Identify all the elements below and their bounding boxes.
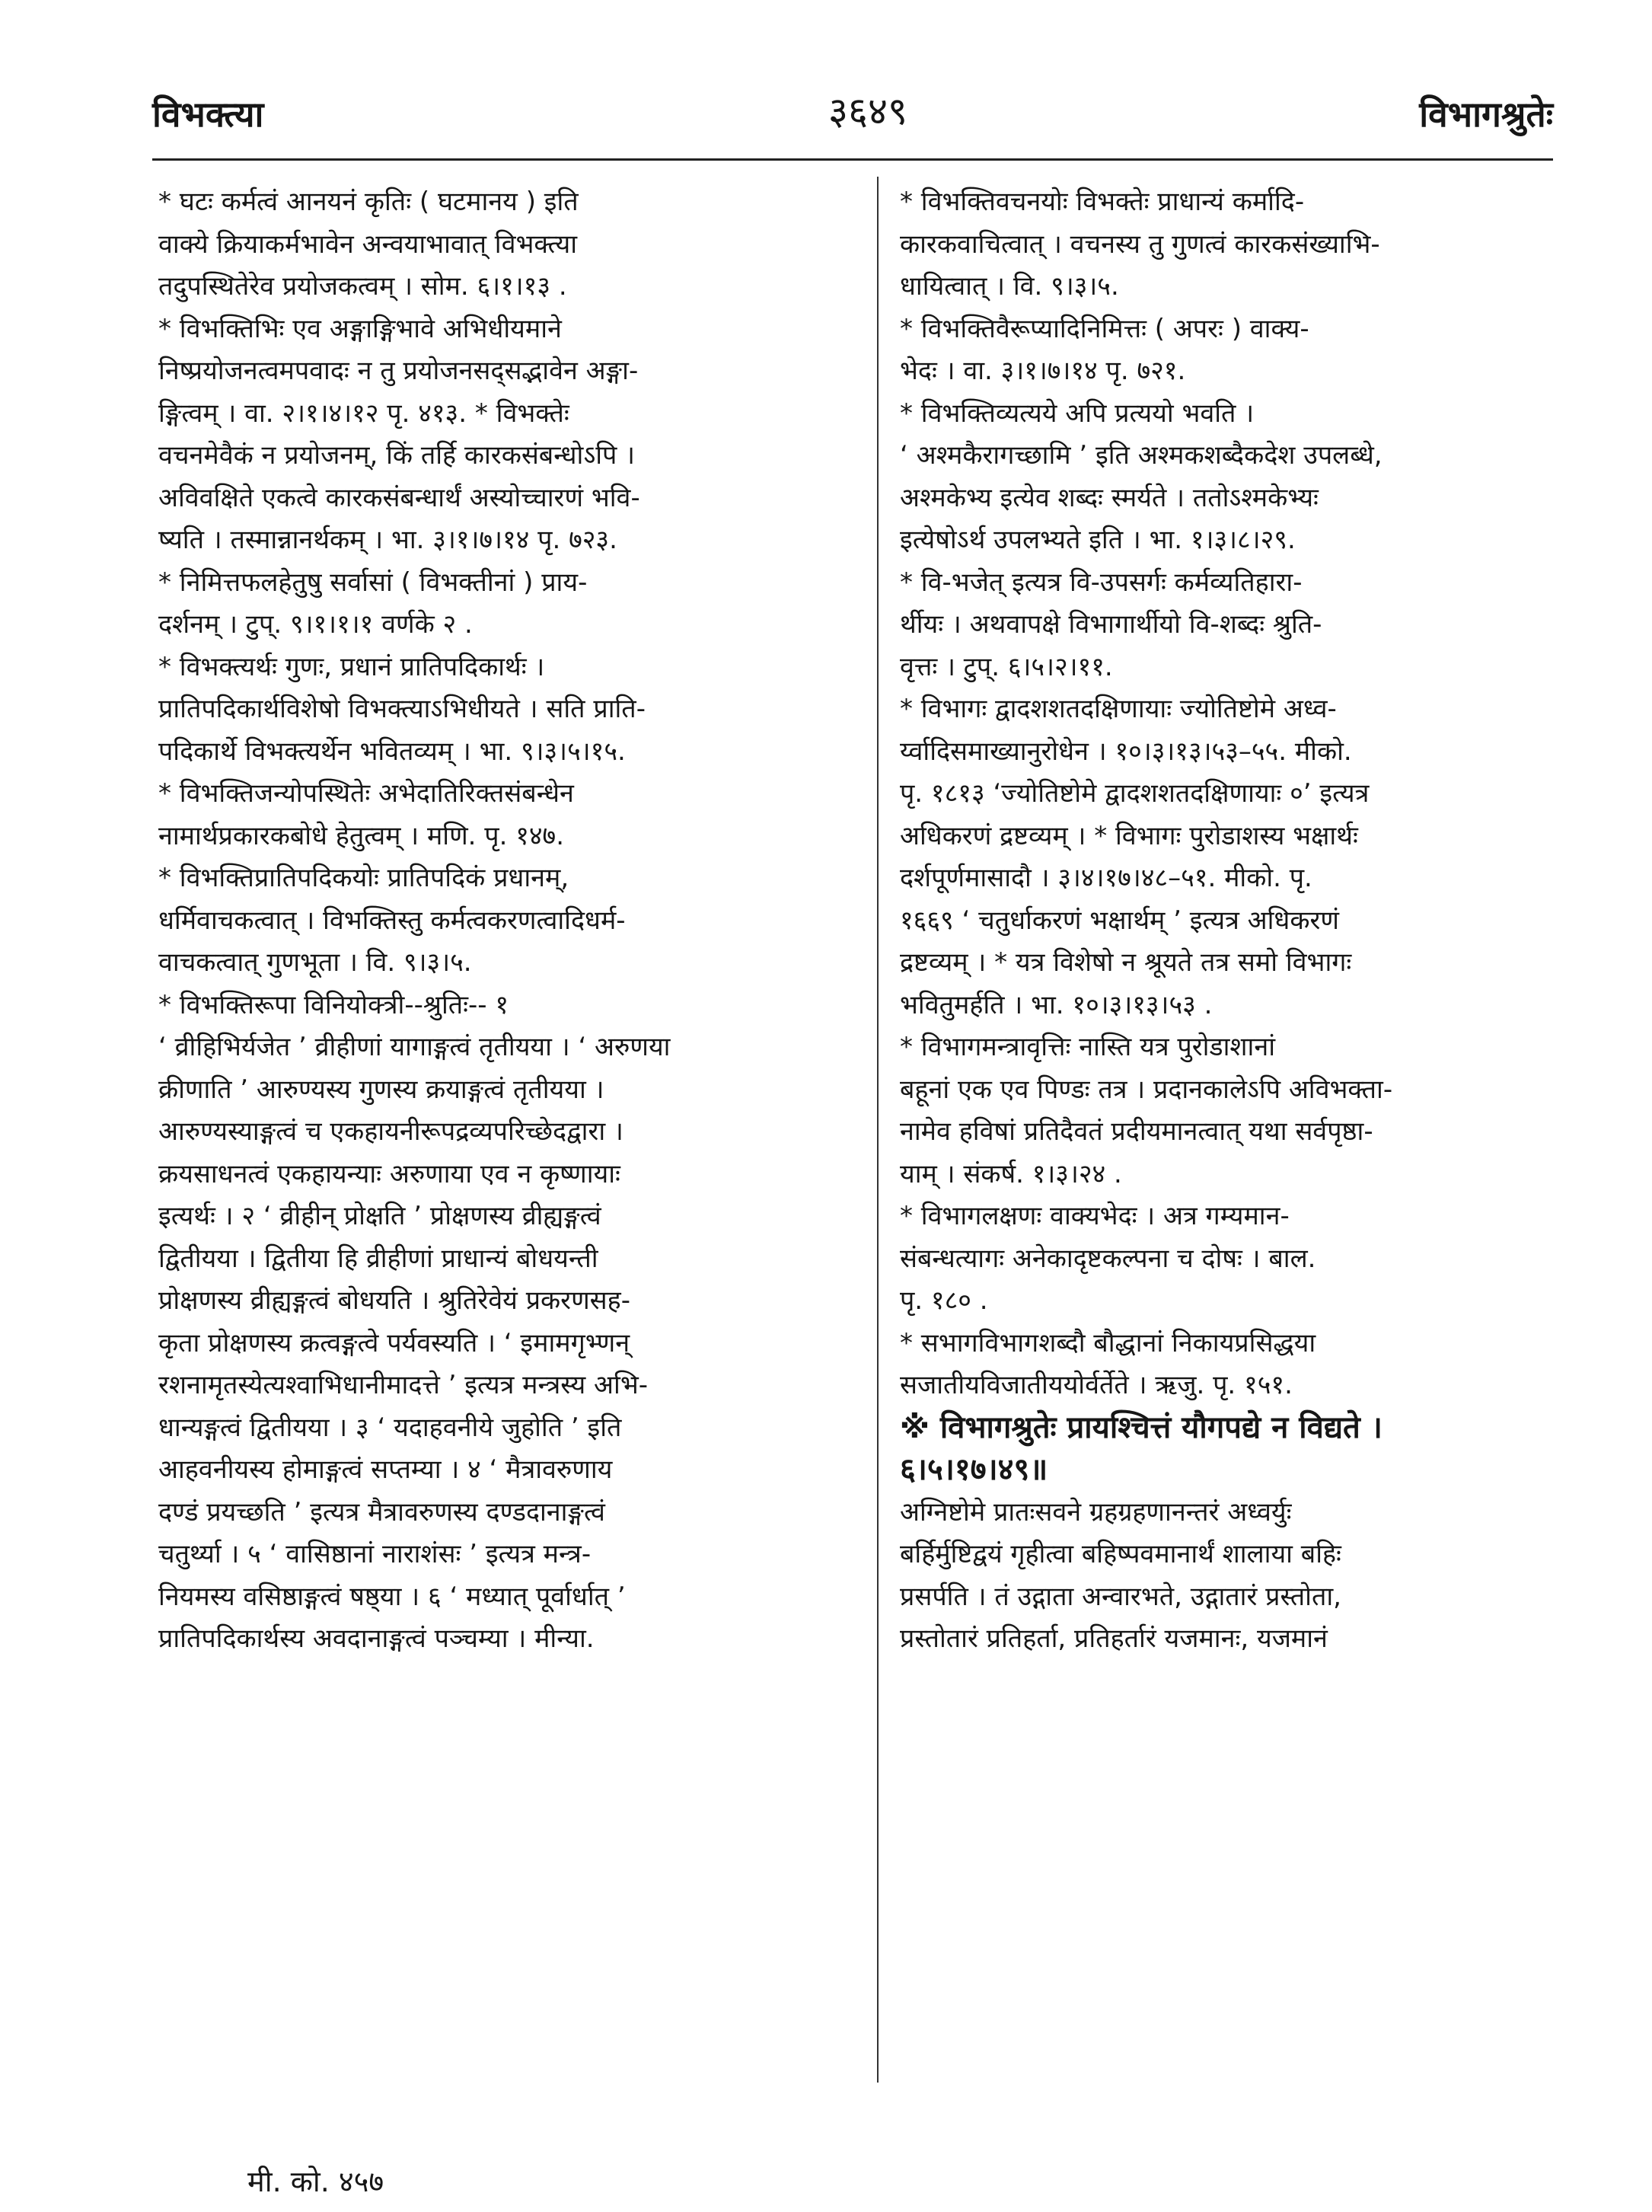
text-line: * विभक्तिवचनयोः विभक्तेः प्राधान्यं कर्मादि-	[900, 187, 1305, 217]
running-head-right: विभागश्रुतेः	[1419, 94, 1553, 135]
text-line: ष्यति । तस्मान्नानर्थकम् । भा. ३।१।७।१४ पृ. ७२३.	[158, 525, 617, 555]
text-line: * विभक्त्यर्थः गुणः, प्रधानं प्रातिपदिकार्थः ।	[158, 651, 545, 682]
text-line: पृ. १८० .	[900, 1285, 988, 1316]
text-line: बहूनां एक एव पिण्डः तत्र । प्रदानकालेऽपि अविभक्ता-	[900, 1074, 1393, 1105]
text-line: अग्निष्टोमे प्रातःसवने ग्रहग्रहणानन्तरं अध्वर्युः	[900, 1496, 1292, 1527]
text-line: वृत्तः । टुप्. ६।५।२।११.	[900, 651, 1113, 682]
text-line: * विभक्तिरूपा विनियोक्त्री--श्रुतिः-- १	[158, 989, 509, 1020]
text-line: * विभक्तिजन्योपस्थितेः अभेदातिरिक्तसंबन्धेन	[158, 778, 574, 809]
text-line: प्रोक्षणस्य व्रीह्यङ्गत्वं बोधयति । श्रुतिरेवेयं प्रकरणसह-	[158, 1285, 630, 1316]
text-line: र्थीयः । अथवापक्षे विभागार्थीयो वि-शब्दः श्रुति-	[900, 609, 1322, 640]
text-line: नामार्थप्रकारकबोधे हेतुत्वम् । मणि. पृ. १४७.	[158, 820, 565, 851]
text-line: प्रातिपदिकार्थविशेषो विभक्त्याऽभिधीयते । सति प्राति-	[158, 694, 646, 724]
text-line: वाचकत्वात् गुणभूता । वि. ९।३।५.	[158, 947, 472, 978]
text-line: कृता प्रोक्षणस्य क्रत्वङ्गत्वे पर्यवस्यति । ‘ इमामगृभ्णन्	[158, 1327, 630, 1358]
text-line: द्रष्टव्यम् । * यत्र विशेषो न श्रूयते तत्र समो विभागः	[900, 947, 1352, 978]
footer-reference: मी. को. ४५७	[247, 2165, 384, 2198]
text-line: द्वितीयया । द्वितीया हि व्रीहीणां प्राधान्यं बोधयन्ती	[158, 1243, 598, 1274]
text-line: तदुपस्थितेरेव प्रयोजकत्वम् । सोम. ६।१।१३ .	[158, 271, 567, 302]
left-column	[158, 181, 798, 1661]
text-line: बर्हिर्मुष्टिद्वयं गृहीत्वा बहिष्पवमानार्थं शालाया बहिः	[900, 1539, 1341, 1569]
header-rule	[152, 158, 1553, 161]
text-line: सजातीयविजातीययोर्वर्तेते । ऋजु. पृ. १५१.	[900, 1370, 1293, 1400]
text-line: वचनमेवैकं न प्रयोजनम्, किं तर्हि कारकसंबन्धोऽपि ।	[158, 440, 636, 471]
text-line: भेदः । वा. ३।१।७।१४ पृ. ७२१.	[900, 356, 1186, 386]
text-line: प्रातिपदिकार्थस्य अवदानाङ्गत्वं पञ्चम्या । मीन्या.	[158, 1623, 595, 1654]
text-line: धायित्वात् । वि. ९।३।५.	[900, 271, 1119, 302]
text-line: प्रसर्पति । तं उद्गाता अन्वारभते, उद्गातारं प्रस्तोता,	[900, 1581, 1341, 1612]
text-line: * वि-भजेत् इत्यत्र वि-उपसर्गः कर्मव्यतिहारा-	[900, 567, 1303, 598]
text-line: * विभागलक्षणः वाक्यभेदः । अत्र गम्यमान-	[900, 1201, 1290, 1231]
text-line: नामेव हविषां प्रतिदैवतं प्रदीयमानत्वात् यथा सर्वपृष्ठा-	[900, 1116, 1373, 1147]
text-line: * विभक्तिव्यत्यये अपि प्रत्ययो भवति ।	[900, 397, 1255, 429]
text-line: पृ. १८१३ ‘ज्योतिष्टोमे द्वादशशतदक्षिणायाः ०’ इत्यत्र	[900, 778, 1370, 809]
text-line: ६।५।१७।४९॥	[900, 1452, 1048, 1487]
column-divider	[877, 177, 879, 2083]
text-line: वाक्ये क्रियाकर्मभावेन अन्वयाभावात् विभक्त्या	[158, 228, 578, 260]
text-line: ‘ अश्मकैरागच्छामि ’ इति अश्मकशब्दैकदेश उपलब्धे,	[900, 440, 1383, 471]
text-line: प्रस्तोतारं प्रतिहर्ता, प्रतिहर्तारं यजमानः, यजमानं	[900, 1623, 1328, 1654]
text-line: रशनामृतस्येत्यश्वाभिधानीमादत्ते ’ इत्यत्र मन्त्रस्य अभि-	[158, 1370, 649, 1400]
text-line: दर्शपूर्णमासादौ । ३।४।१७।४८–५१. मीको. पृ.	[900, 863, 1312, 893]
text-line: १६६९ ‘ चतुर्धाकरणं भक्षार्थम् ’ इत्यत्र अधिकरणं	[900, 905, 1339, 936]
text-line: अधिकरणं द्रष्टव्यम् । * विभागः पुरोडाशस्य भक्षार्थः	[900, 820, 1358, 851]
text-line: धान्यङ्गत्वं द्वितीयया । ३ ‘ यदाहवनीये जुहोति ’ इति	[158, 1412, 622, 1443]
text-line: * सभागविभागशब्दौ बौद्धानां निकायप्रसिद्धया	[900, 1327, 1316, 1358]
text-line: अविवक्षिते एकत्वे कारकसंबन्धार्थं अस्योच्चारणं भवि-	[158, 482, 640, 513]
text-line: * विभक्तिभिः एव अङ्गाङ्गिभावे अभिधीयमाने	[158, 313, 562, 344]
text-line: दण्डं प्रयच्छति ’ इत्यत्र मैत्रावरुणस्य दण्डदानाङ्गत्वं	[158, 1496, 605, 1527]
text-line: * विभक्तिवैरूप्यादिनिमित्तः ( अपरः ) वाक्य-	[900, 313, 1309, 344]
text-line: आहवनीयस्य होमाङ्गत्वं सप्तम्या । ४ ‘ मैत्रावरुणाय	[158, 1454, 613, 1485]
text-line: आरुण्यस्याङ्गत्वं च एकहायनीरूपद्रव्यपरिच्छेदद्वारा ।	[158, 1116, 623, 1147]
text-line: धर्मिवाचकत्वात् । विभक्तिस्तु कर्मत्वकरणत्वादिधर्म-	[158, 905, 626, 936]
text-line: निष्प्रयोजनत्वमपवादः न तु प्रयोजनसद्‌सद्भावेन अङ्गा-	[158, 356, 639, 386]
text-line: इत्यर्थः । २ ‘ व्रीहीन् प्रोक्षति ’ प्रोक्षणस्य व्रीह्यङ्गत्वं	[158, 1201, 601, 1231]
text-line: * घटः कर्मत्वं आनयनं कृतिः ( घटमानय ) इति	[158, 187, 579, 217]
text-line: याम् । संकर्ष. १।३।२४ .	[900, 1158, 1122, 1189]
text-line: चतुर्थ्या । ५ ‘ वासिष्ठानां नाराशंसः ’ इत्यत्र मन्त्र-	[158, 1539, 592, 1569]
text-line: * विभागः द्वादशशतदक्षिणायाः ज्योतिष्टोमे अध्व-	[900, 694, 1337, 724]
right-column	[900, 181, 1548, 1661]
text-line: र्य्वादिसमाख्यानुरोधेन । १०।३।१३।५३–५५. मीको.	[900, 736, 1352, 767]
text-line: ङ्गित्वम् । वा. २।१।४।१२ पृ. ४१३. * विभक्तेः	[158, 397, 569, 429]
text-line: ※ विभागश्रुतेः प्रायश्चित्तं यौगपद्ये न विद्यते ।	[900, 1409, 1383, 1445]
text-line: भवितुमर्हति । भा. १०।३।१३।५३ .	[900, 989, 1213, 1020]
text-line: ‘ व्रीहिभिर्यजेत ’ व्रीहीणां यागाङ्गत्वं तृतीयया । ‘ अरुणया	[158, 1032, 671, 1062]
running-head-left: विभक्त्या	[152, 94, 264, 135]
text-line: दर्शनम् । टुप्. ९।१।१।१ वर्णके २ .	[158, 609, 473, 640]
text-line: क्रीणाति ’ आरुण्यस्य गुणस्य क्रयाङ्गत्वं तृतीयया ।	[158, 1074, 604, 1105]
text-line: * निमित्तफलहेतुषु सर्वासां ( विभक्तीनां ) प्राय-	[158, 567, 588, 598]
text-line: * विभागमन्त्रावृत्तिः नास्ति यत्र पुरोडाशानां	[900, 1032, 1276, 1062]
text-line: * विभक्तिप्रातिपदिकयोः प्रातिपदिकं प्रधानम्,	[158, 863, 569, 893]
text-line: क्रयसाधनत्वं एकहायन्याः अरुणाया एव न कृष्णायाः	[158, 1158, 620, 1189]
text-line: अश्मकेभ्य इत्येव शब्दः स्मर्यते । ततोऽश्मकेभ्यः	[900, 482, 1319, 513]
page-number: ३६४९	[828, 89, 907, 133]
text-line: नियमस्य वसिष्ठाङ्गत्वं षष्ठ्या । ६ ‘ मध्यात् पूर्वार्धात् ’	[158, 1581, 626, 1612]
text-line: संबन्धत्यागः अनेकादृष्टकल्पना च दोषः । बाल.	[900, 1243, 1316, 1274]
text-line: इत्येषोऽर्थ उपलभ्यते इति । भा. १।३।८।२९.	[900, 525, 1296, 555]
text-line: पदिकार्थे विभक्त्यर्थेन भवितव्यम् । भा. ९।३।५।१५.	[158, 736, 626, 767]
text-line: कारकवाचित्वात् । वचनस्य तु गुणत्वं कारकसंख्याभि-	[900, 228, 1380, 260]
